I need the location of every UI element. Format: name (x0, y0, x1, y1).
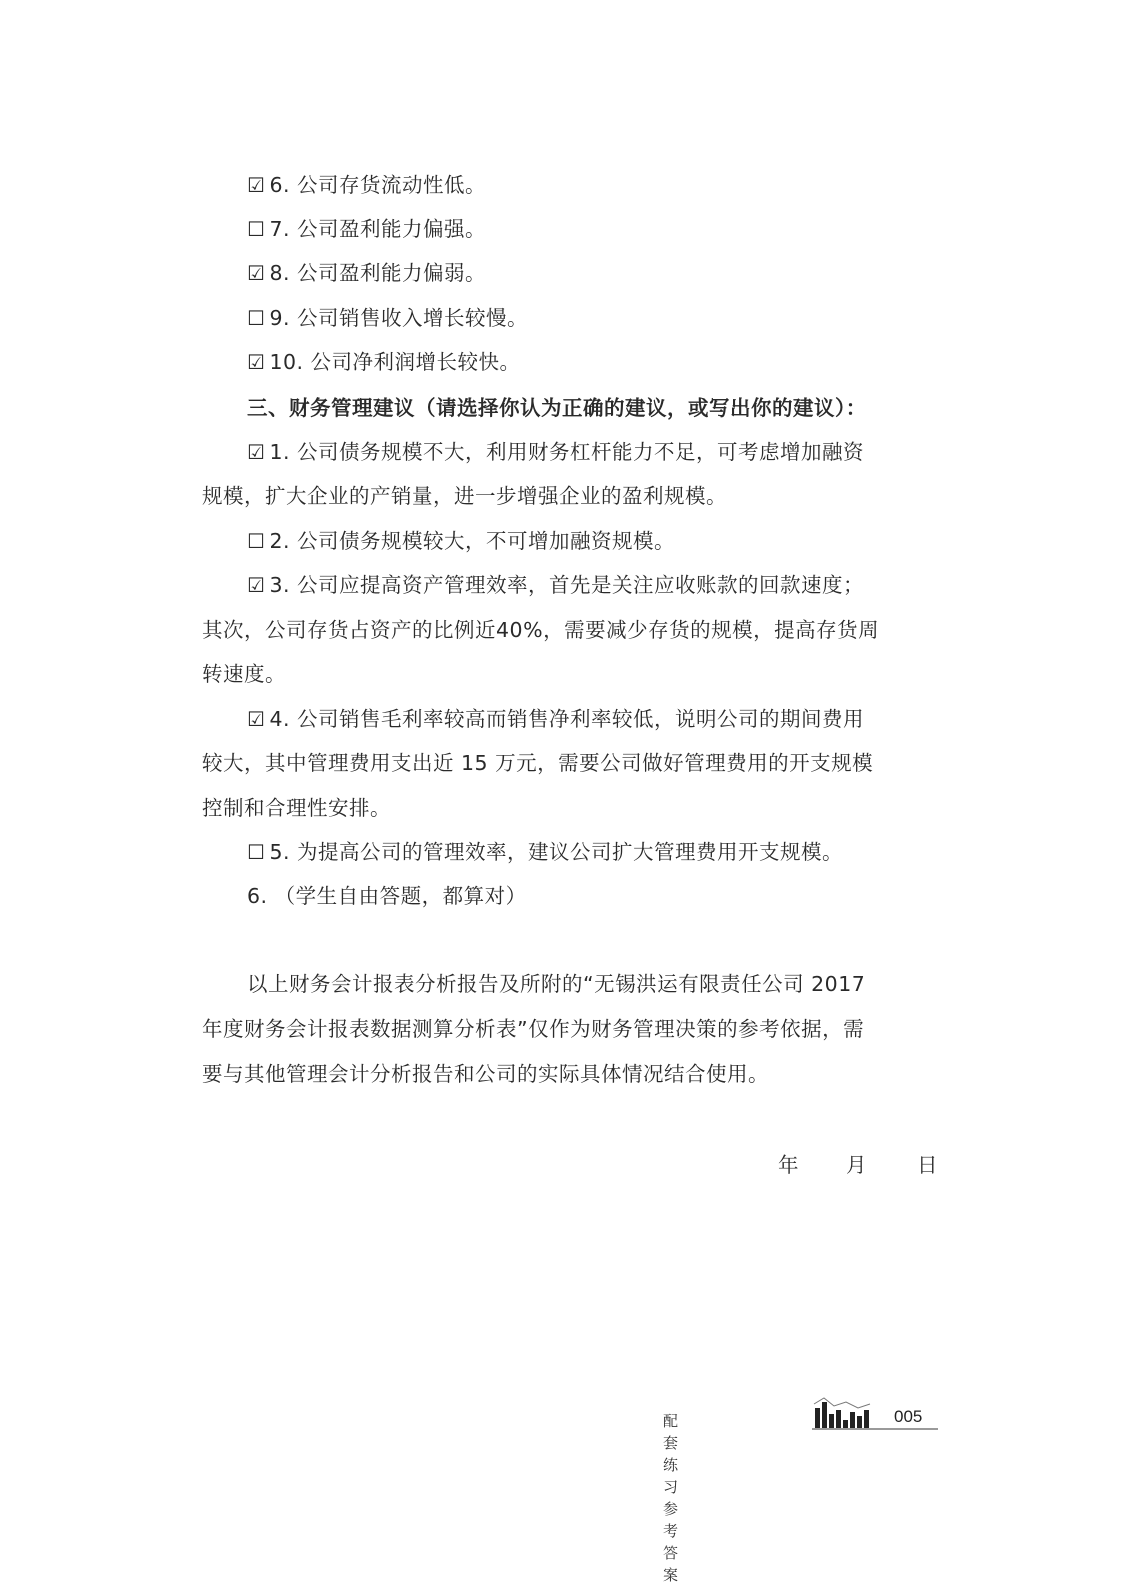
checkbox-checked-icon[interactable]: ☑ (247, 707, 266, 731)
suggestion-4 (247, 704, 864, 734)
closing-paragraph-line: 以上财务会计报表分析报告及所附的“无锡洪运有限责任公司 2017 (247, 972, 866, 996)
footer-rule (812, 1428, 938, 1430)
suggestion-3-continued: 其次，公司存货占资产的比例近40%，需要减少存货的规模，提高存货周 (202, 618, 880, 642)
suggestion-6: 6. （学生自由答题，都算对） (247, 884, 527, 908)
suggestion-4-continued: 较大，其中管理费用支出近 15 万元，需要公司做好管理费用的开支规模 (202, 751, 874, 775)
suggestion-2 (247, 526, 675, 556)
bar-chart-logo-icon (812, 1394, 872, 1428)
item-text: 10. 公司净利润增长较快。 (269, 350, 521, 374)
suggestion-1-continued: 规模，扩大企业的产销量，进一步增强企业的盈利规模。 (202, 484, 727, 508)
checkbox-unchecked-icon[interactable]: ☐ (247, 840, 266, 864)
checkbox-checked-icon[interactable]: ☑ (247, 173, 266, 197)
checklist-item-10 (247, 347, 521, 377)
item-text: 9. 公司销售收入增长较慢。 (269, 306, 529, 330)
checkbox-unchecked-icon[interactable]: ☐ (247, 306, 266, 330)
section-title: 三、财务管理建议（请选择你认为正确的建议，或写出你的建议）： (247, 396, 867, 420)
checklist-item-9 (247, 303, 528, 333)
item-text: 6. 公司存货流动性低。 (269, 173, 487, 197)
suggestion-4-continued: 控制和合理性安排。 (202, 796, 391, 820)
suggestion-text: 5. 为提高公司的管理效率，建议公司扩大管理费用开支规模。 (269, 840, 844, 864)
checkbox-checked-icon[interactable]: ☑ (247, 573, 266, 597)
checklist-item-6 (247, 170, 486, 200)
date-day-label: 日 (917, 1153, 938, 1177)
suggestion-text: 3. 公司应提高资产管理效率，首先是关注应收账款的回款速度； (269, 573, 865, 597)
item-text: 7. 公司盈利能力偏强。 (269, 217, 487, 241)
item-text: 8. 公司盈利能力偏弱。 (269, 261, 487, 285)
checkbox-unchecked-icon[interactable]: ☐ (247, 217, 266, 241)
page-number: 005 (894, 1407, 923, 1426)
date-month-label: 月 (846, 1153, 867, 1177)
suggestion-1 (247, 437, 864, 467)
checklist-item-8 (247, 258, 486, 288)
footer-label: 配套练习参考答案 (663, 1412, 679, 1584)
suggestion-text: 1. 公司债务规模不大，利用财务杠杆能力不足，可考虑增加融资 (269, 440, 865, 464)
checklist-item-7 (247, 214, 486, 244)
checkbox-checked-icon[interactable]: ☑ (247, 440, 266, 464)
checkbox-checked-icon[interactable]: ☑ (247, 350, 266, 374)
suggestion-text: 2. 公司债务规模较大，不可增加融资规模。 (269, 529, 676, 553)
suggestion-text: 4. 公司销售毛利率较高而销售净利率较低，说明公司的期间费用 (269, 707, 865, 731)
checkbox-checked-icon[interactable]: ☑ (247, 261, 266, 285)
checkbox-unchecked-icon[interactable]: ☐ (247, 529, 266, 553)
closing-paragraph-line: 年度财务会计报表数据测算分析表”仅作为财务管理决策的参考依据，需 (202, 1017, 865, 1041)
suggestion-5 (247, 837, 843, 867)
closing-paragraph-line: 要与其他管理会计分析报告和公司的实际具体情况结合使用。 (202, 1062, 769, 1086)
suggestion-3-continued: 转速度。 (202, 662, 286, 686)
suggestion-3 (247, 570, 864, 600)
date-year-label: 年 (778, 1153, 799, 1177)
